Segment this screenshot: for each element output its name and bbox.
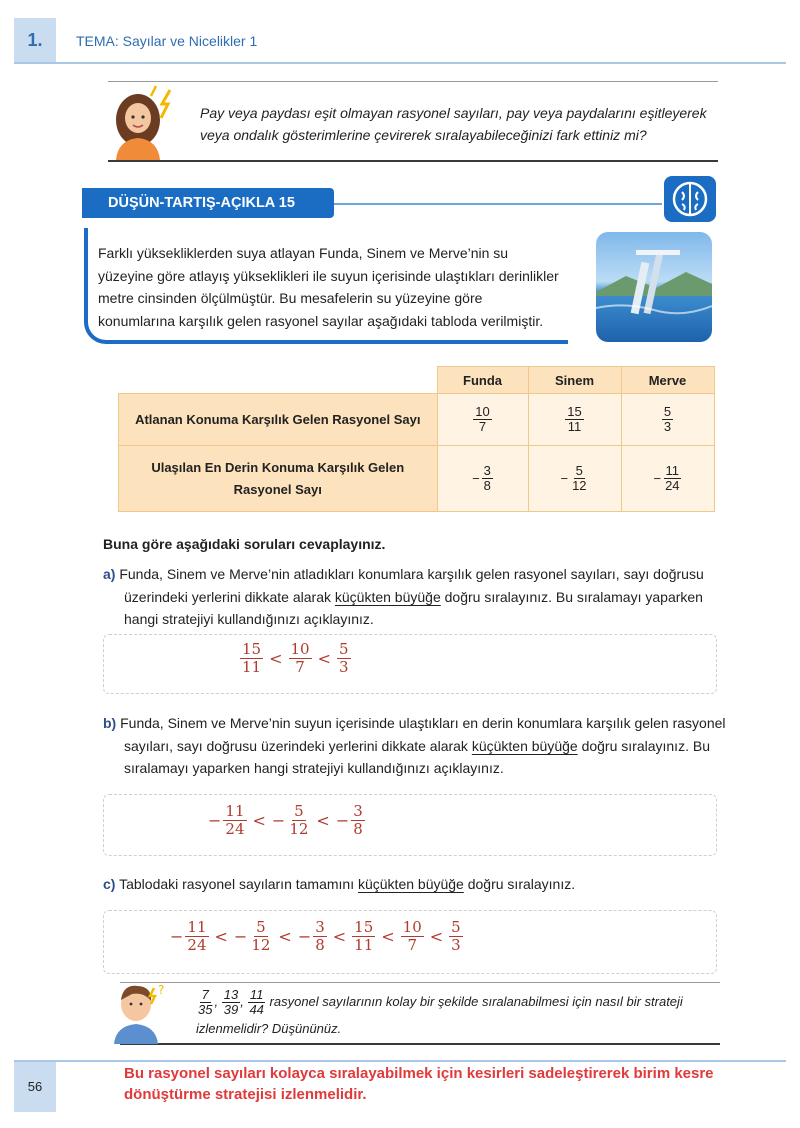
table-cell: − $\frac{3}{8}$ <box>437 446 528 512</box>
question-c: c) Tablodaki rasyonel sayıların tamamını küçükten büyüğe doğru sıralayınız. <box>103 876 576 892</box>
thinking-girl-illustration <box>104 84 186 160</box>
answer-fraction: − $\frac{11}{24}$ <box>170 918 207 954</box>
header-rule <box>14 62 786 64</box>
answer-fraction: $\frac{5}{3}$ <box>451 918 461 954</box>
answer-fraction: − $\frac{11}{24}$ <box>208 802 245 838</box>
answer-fraction: $\frac{10}{7}$ <box>402 918 422 954</box>
less-than-sign: < <box>269 648 283 668</box>
question-b: b) Funda, Sinem ve Merve’nin suyun içerisinde ulaştıkları en derin konumlara karşılık gelen rasyonel sayıları, sayı doğrusu üzerindeki yerlerini dikkate alarak küçükten büyüğe doğru sıralayınız. Bu sıralamayı yaparken hangi stratejiyi kullandığınızı açıklayınız. <box>103 715 726 776</box>
final-answer-text: Bu rasyonel sayıları kolayca sıralayabilmek için kesirleri sadeleştirerek birim kesre dönüştürme stratejisi izlenmelidir. <box>124 1065 714 1103</box>
less-than-sign: < <box>278 926 292 946</box>
rational-numbers-table <box>118 366 715 512</box>
answer-fraction: $\frac{15}{11}$ <box>354 918 374 954</box>
table-cell: $\frac{5}{3}$ <box>621 394 714 446</box>
answer-fraction: − $\frac{3}{8}$ <box>335 802 363 838</box>
table-cell: − $\frac{11}{24}$ <box>621 446 714 512</box>
row-label-jump: Atlanan Konuma Karşılık Gelen Rasyonel Sayı <box>119 394 438 446</box>
fraction: $\frac{7}{35}$ <box>198 987 213 1018</box>
less-than-sign: < <box>214 926 228 946</box>
svg-text:?: ? <box>158 983 165 997</box>
intro-paragraph: Farklı yüksekliklerden suya atlayan Funda, Sinem ve Merve’nin su yüzeyine göre atlayış yükseklikleri ile suyun içerisinde ulaştıkları derinlikler metre cinsinden ölçülmüştür. Bu mesafelerin su yüzeyine göre konumlarına karşılık gelen rasyonel sayılar aşağıdaki tabloda verilmiştir. <box>98 245 559 329</box>
table-cell: − $\frac{5}{12}$ <box>528 446 621 512</box>
table-cell: $\frac{15}{11}$ <box>528 394 621 446</box>
section-title: DÜŞÜN-TARTIŞ-AÇIKLA 15 <box>82 188 334 218</box>
answer-box-b <box>103 794 717 856</box>
less-than-sign: < <box>332 926 347 946</box>
answer-a <box>240 641 351 675</box>
thinking-boy-illustration <box>108 982 178 1044</box>
questions-intro: Buna göre aşağıdaki soruları cevaplayınız. <box>103 536 386 552</box>
bottom-note-text: $\frac{7}{35}$ , $\frac{13}{39}$ , $\frac{11}{44}$ rasyonel sayılarının kolay bir şekilde sıralanabilmesi için nasıl bir strateji izlenmelidir? Düşününüz. <box>196 987 683 1036</box>
theme-number: 1. <box>14 18 56 62</box>
page-number: 56 <box>14 1062 56 1112</box>
diving-tower-image <box>596 232 712 342</box>
less-than-sign: < <box>429 926 444 946</box>
fraction: $\frac{11}{44}$ <box>249 987 264 1018</box>
answer-box-a <box>103 634 717 694</box>
answer-b <box>208 803 365 837</box>
theme-title: TEMA: Sayılar ve Nicelikler 1 <box>76 33 258 49</box>
less-than-sign: < <box>252 810 266 830</box>
answer-fraction: − $\frac{5}{12}$ <box>233 918 271 954</box>
top-note-text: Pay veya paydası eşit olmayan rasyonel sayıları, pay veya paydalarını eşitleyerek veya ondalık gösterimlerine çevirerek sıralayabileceğinizi fark ettiniz mi? <box>200 105 707 143</box>
less-than-sign: < <box>317 648 331 668</box>
answer-fraction: $\frac{5}{3}$ <box>339 640 349 676</box>
footer-rule <box>14 1060 786 1062</box>
fraction: $\frac{13}{39}$ <box>223 987 239 1018</box>
brain-icon <box>664 176 716 222</box>
less-than-sign: < <box>316 810 330 830</box>
column-header-merve: Merve <box>621 367 714 394</box>
answer-fraction: $\frac{15}{11}$ <box>242 640 262 676</box>
column-header-sinem: Sinem <box>528 367 621 394</box>
question-a: a) Funda, Sinem ve Merve’nin atladıkları konumlara karşılık gelen rasyonel sayıları, sayı doğrusu üzerindeki yerlerini dikkate alarak küçükten büyüğe doğru sıralayınız. Bu sıralamayı yaparken hangi stratejiyi kullandığınızı açıklayınız. <box>103 566 704 627</box>
column-header-funda: Funda <box>437 367 528 394</box>
row-label-depth: Ulaşılan En Derin Konuma Karşılık Gelen Rasyonel Sayı <box>119 446 438 512</box>
answer-c <box>170 919 463 953</box>
answer-box-c <box>103 910 717 974</box>
answer-fraction: − $\frac{5}{12}$ <box>271 802 309 838</box>
table-cell: $\frac{10}{7}$ <box>437 394 528 446</box>
less-than-sign: < <box>381 926 395 946</box>
answer-fraction: $\frac{10}{7}$ <box>290 640 310 676</box>
answer-fraction: − $\frac{3}{8}$ <box>297 918 325 954</box>
